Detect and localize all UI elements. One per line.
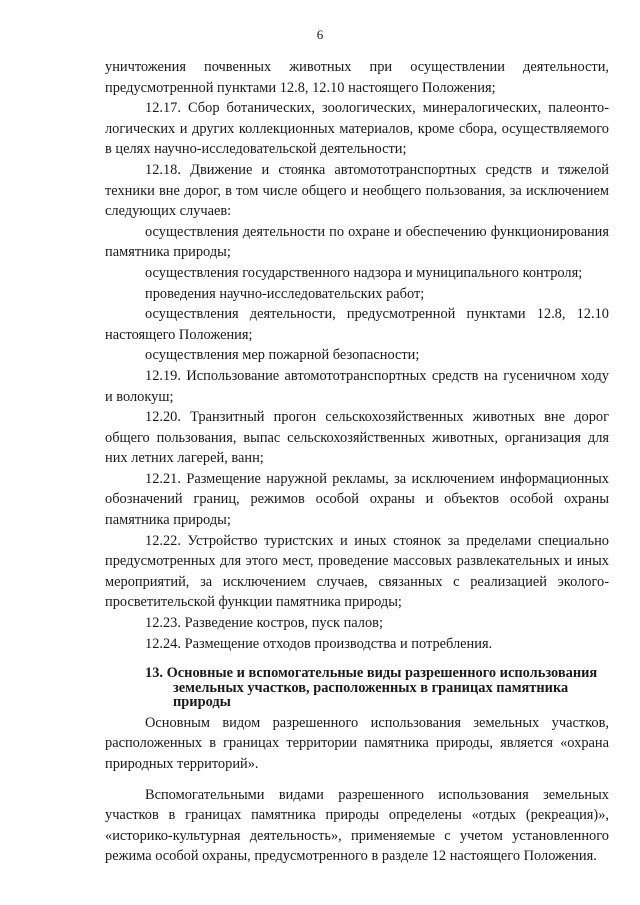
- exception-item-research: проведения научно-исследовательских работ;: [145, 285, 425, 302]
- page-number: 6: [316, 27, 324, 42]
- paragraph-12-17: 12.17. Сбор ботанических, зоологических, минералогических, палеонтологических и других коллекционных материалов, кроме сбора, осуществляемого в целях научно-исследовательской деятельности;: [105, 100, 609, 158]
- exception-item-activity: осуществления деятельности, предусмотренной пунктами 12.8, 12.10 настоящего Положения;: [105, 306, 609, 343]
- exception-item-protection: осуществления деятельности по охране и обеспечению функционирования памятника природы;: [105, 223, 609, 261]
- paragraph-12-23: 12.23. Разведение костров, пуск палов;: [145, 615, 383, 632]
- section-13-paragraph-main-use: Основным видом разрешенного использования земельных участков, расположенных в границах территории памятника природы, является «охрана природных территорий».: [105, 714, 609, 772]
- paragraph-12-24: 12.24. Размещение отходов производства и потребления.: [145, 635, 493, 652]
- section-13-heading: [105, 666, 609, 710]
- document-body: [105, 57, 609, 867]
- paragraph-12-20: 12.20. Транзитный прогон сельскохозяйственных животных вне дорог общего пользования, выпас сельскохозяйственных животных, организация для них летних лагерей, ванн;: [105, 409, 609, 467]
- paragraph-12-19: 12.19. Использование автомототранспортных средств на гусеничном ходу и волокуш;: [105, 367, 609, 405]
- paragraph-continuation: уничтожения почвенных животных при осуществлении деятельности, предусмотренной пунктами 12.8, 12.10 настоящего Положения;: [105, 59, 609, 96]
- paragraph-12-18: 12.18. Движение и стоянка автомототранспортных средств и тяжелой техники вне дорог, в том числе общего и необщего пользования, за исключением следующих случаев:: [105, 161, 609, 220]
- exception-item-fire-safety: осуществления мер пожарной безопасности;: [145, 347, 420, 364]
- paragraph-12-21: 12.21. Размещение наружной рекламы, за исключением информационных обозначений границ, режимов особой охраны и объектов особой охраны памятника природы;: [105, 470, 609, 529]
- exception-item-supervision: осуществления государственного надзора и муниципального контроля;: [145, 264, 583, 281]
- section-13-heading-line-2: земельных участков, расположенных в границах памятника: [173, 679, 569, 696]
- section-13-heading-line-3: природы: [173, 694, 231, 711]
- section-13-heading-line-1: 13. Основные и вспомогательные виды разрешенного использования: [145, 665, 598, 682]
- section-13-paragraph-auxiliary-use: Вспомогательными видами разрешенного использования земельных участков в границах памятника природы определены «отдых (рекреация)», «историко-культурная деятельность», применяемые с учетом установленного режима особой охраны, предусмотренного в разделе 12 настоящего Положения.: [105, 786, 609, 865]
- paragraph-12-22: 12.22. Устройство туристских и иных стоянок за пределами специально предусмотренных для этого мест, проведение массовых развлекательных и иных мероприятий, за исключением случаев, связанных с реализацией эколого-просветительской функции памятника природы;: [105, 532, 609, 611]
